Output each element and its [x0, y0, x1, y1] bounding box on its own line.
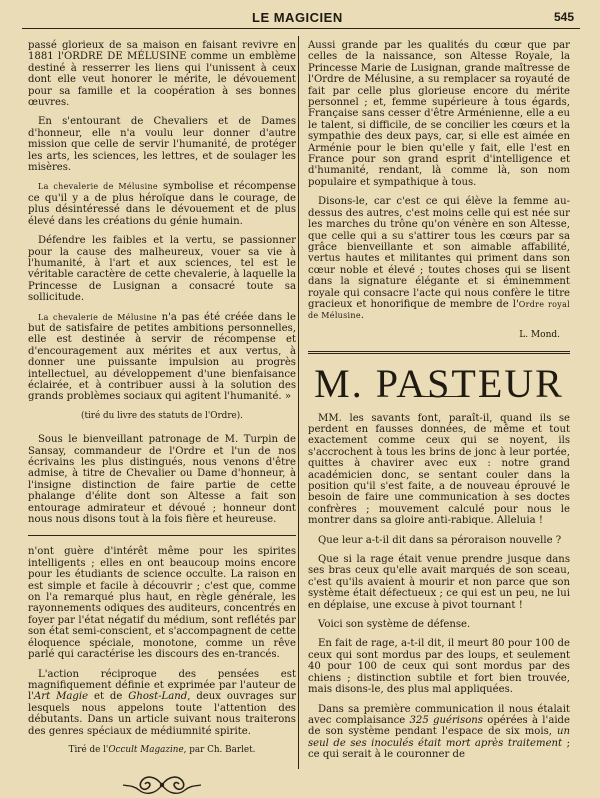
paragraph-text: . [360, 310, 365, 322]
italic-text: Art Magie [34, 691, 89, 703]
paragraph: Sous le bienveillant patronage de M. Turpin de Sansay, commandeur de l'Ordre et l'un de nos écrivains les plus distingués, nous venons d'être admise, à titre de Chevalier ou Dame d'honneur, à l'insigne distinction de faire partie de cette phalange d'élite dont son Altesse a fait son entourage admirateur et dévoué ; honneur dont nous nous disons tout à la fois fière et heureuse. [28, 434, 296, 526]
header-rule [22, 28, 580, 29]
paragraph: MM. les savants font, paraît-il, quand ils se perdent en fausses données, de même et tout exactement comme ceux qui se noyent, ils s'accrochent à tous les brins de jonc à leur portée, quittes à chavirer avec eux : notre grand académicien donc, se sentant couler dans la position qu'il s'est faite, a de nouveau éprouvé le besoin de faire une communication à ses doctes confrères ; mouvement calculé pour nous le montrer dans sa gloire anti-rabique. Alleluia ! [308, 412, 570, 527]
paragraph: n'ont guère d'intérêt même pour les spirites intelligents ; elles en ont beaucoup moins encore pour les étudiants de science occulte. La raison en est simple et facile à découvrir ; c'est que, comme on l'a remarqué plus haut, en règle générale, les rayonnements odiques des auditeurs, concentrés en foyer par l'état négatif du médium, sont reflétés par son état semi-conscient, et s'accompagnent de cette éloquence spéciale, monotone, comme un rêve parlé qui caractérise les discours des en-trancés. [28, 546, 296, 661]
paragraph: Que si la rage était venue prendre jusque dans ses bras ceux qu'elle avait marqués de son sceau, c'est qu'ils avaient à mourir et non parce que son système était défectueux ; ce qui est un peu, ne lui en déplaise, une excuse à pivot tournant ! [308, 554, 570, 611]
article-credit [28, 745, 296, 756]
author-signature: L. Mond. [519, 329, 560, 340]
paragraph-text: opérées à l'aide de son système pendant l'espace de six mois, [308, 714, 570, 738]
paragraph: Voici son système de défense. [318, 619, 471, 631]
italic-text: Occult Magazine [108, 744, 184, 755]
paragraph-text: Dans sa première communication il nous étalait avec complaisance [308, 703, 570, 726]
paragraph-text: symbolise et récompense ce qu'il y a de plus héroïque dans le courage, de plus désintéressé dans le dévouement et de plus élevé dans les créations du génie humain. [28, 181, 296, 227]
running-header [20, 6, 582, 26]
paragraph [28, 669, 296, 737]
paragraph: Que leur a-t-il dit dans sa péroraison nouvelle ? [318, 534, 562, 546]
paragraph-text: Disons-le, car c'est ce qui élève la femme au-dessus des autres, c'est moins celle qui est née sur les marches du trône qu'on vénère en son Altesse, que celle qui a su s'attirer tous les cœurs par sa grâce bienveillante et son aimable affabilité, vertus hautes et militantes qui priment dans son cœur noble et élevé ; toutes choses qui se lisent dans la signature élégante et si éminemment royale qui consacre l'acte qui nous confère le titre gracieux et honorifique de membre de l' [308, 196, 570, 310]
paragraph: Aussi grande par les qualités du cœur que par celles de la naissance, son Altesse Royale, la Princesse Marie de Lusignan, grande maîtresse de l'Ordre de Mélusine, a su remplacer sa royauté de fait par celle plus glorieuse encore du mérite personnel ; et, femme supérieure à tous égards, Française sans cesser d'être Arménienne, elle a eu le talent, si difficile, de se concilier les cœurs et la sympathie des deux pays, car, si elle est aimée en Arménie pour le bien qu'elle y fait, elle l'est en France pour son grand esprit d'intelligence et d'humanité, rendant, là comme là, son nom populaire et sympathique à tous. [308, 40, 570, 188]
small-caps-text: La chevalerie de Mélusine [38, 182, 158, 192]
italic-text: un seul de ses inoculés était mort après traitement [308, 726, 570, 749]
section-rule [28, 535, 296, 536]
right-column [308, 40, 570, 769]
paragraph [28, 312, 296, 403]
paragraph [308, 196, 570, 321]
italic-text: Ghost-Land [128, 691, 188, 703]
paragraph: passé glorieux de sa maison en faisant revivre en 1881 l'ORDRE DE MÉLUSINE comme un emblème destiné à resserrer les liens qui l'unissent à ceux dont elle veut honorer le mérite, le dévouement pour sa famille et la coopération à ses bonnes œuvres. [28, 40, 296, 109]
paragraph [308, 704, 570, 761]
journal-title: LE MAGICIEN [252, 10, 343, 25]
paragraph: Défendre les faibles et la vertu, se passionner pour la cause des malheureux, vouer sa vie à l'humanité, à l'art et aux sciences, tel est le véritable caractère de cette chevalerie, à laquelle la Princesse de Lusignan a consacré toute sa sollicitude. [28, 235, 296, 304]
small-caps-text: Ordre royal de Mélusine [308, 299, 570, 321]
credit-text: Tiré de l' [68, 744, 109, 755]
paragraph-text: et de [88, 691, 129, 703]
page-number: 545 [553, 10, 574, 24]
paragraph: En fait de rage, a-t-il dit, il meurt 80 pour 100 de ceux qui sont mordus par des loups, et seulement 40 pour 100 de ceux qui sont mordus par des chiens ; distinction subtile et fort bien trouvée, mais disons-le, des plus mal appliquées. [308, 638, 570, 696]
paragraph: En s'entourant de Chevaliers et de Dames d'honneur, elle n'a voulu leur donner d'autre mission que celle de servir l'humanité, de protéger les arts, les sciences, les lettres, et de soulager les misères. [28, 116, 296, 174]
section-double-rule [308, 351, 570, 354]
small-caps-text: La chevalerie de Mélusine [38, 312, 157, 322]
source-note: (tiré du livre des statuts de l'Ordre). [81, 410, 243, 421]
article-title: M. PASTEUR [314, 361, 564, 407]
paragraph-text: ; ce qui serait à le couronner de [308, 737, 571, 761]
paragraph-text: , deux ouvrages sur lesquels nous appelons toute l'attention des débutants. Dans un article suivant nous traiterons des genres spéciaux de médiumnité spirite. [28, 691, 296, 737]
paragraph-text: L'action réciproque des pensées est magnifiquement définie et exprimée par l'auteur de l' [28, 668, 296, 703]
paragraph [28, 181, 296, 227]
left-column [28, 40, 296, 798]
italic-text: 325 guérisons [409, 714, 483, 726]
ornament-icon [28, 772, 296, 798]
column-divider [298, 36, 299, 769]
paragraph-text: n'a pas été créée dans le but de satisfaire de petites ambitions personnelles, elle est destinée à servir de récompense et d'encouragement aux mérites et aux vertus, à donner une puissante impulsion au progrès intellectuel, au développement d'une bienfaisance éclairée, et à contribuer aussi à la solution des grands problèmes sociaux qui agitent l'humanité. » [28, 311, 296, 403]
credit-text: , par Ch. Barlet. [183, 744, 256, 755]
